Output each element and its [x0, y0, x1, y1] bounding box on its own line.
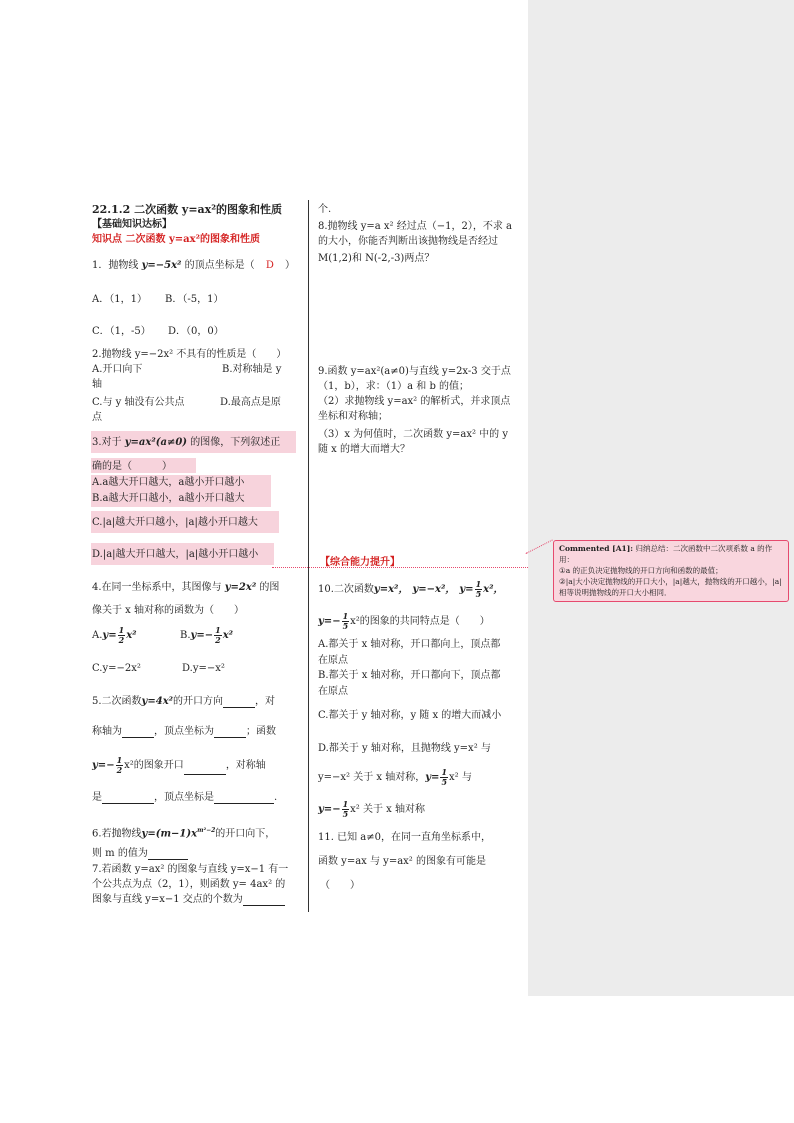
q1-option-a: A．（1，1） — [92, 294, 147, 305]
q2-option-a: A.开口向下 — [92, 364, 143, 375]
q10-option-b: B.都关于 x 轴对称，开口都向下，顶点都 — [318, 670, 501, 681]
question-6: 6.若抛物线$y=(m-1)x^{m^2-2}$的开口向下， — [92, 827, 276, 840]
q2-option-b-cont: 轴 — [92, 379, 102, 390]
q2-option-d-cont: 点 — [92, 412, 102, 423]
comment-author: Commented [A1]: — [559, 544, 634, 553]
question-5-line4: 是 ，顶点坐标是 . — [92, 792, 278, 803]
formula: y=ax²(a≠0) — [124, 437, 188, 448]
answer-blank[interactable] — [223, 697, 255, 708]
q7-continuation: 个. — [318, 204, 332, 215]
q10-option-d-line2: y=−x² 关于 x 轴对称，y= $\frac{1}{5}$ x² 与 — [318, 767, 472, 787]
q3-option-a: A.a越大开口越大，a越小开口越小 — [92, 477, 245, 488]
question-4-cont: 像关于 x 轴对称的函数为（ ） — [92, 605, 244, 616]
q4-option-c: C.y=−2x² — [92, 663, 141, 674]
answer-blank[interactable] — [184, 764, 226, 775]
question-9-line6: 随 x 的增大而增大？ — [318, 444, 410, 455]
q3-option-d: D.|a|越大开口越大，|a|越小开口越小 — [92, 549, 259, 560]
question-11-line2: 函数 y=ax 与 y=ax² 的图象有可能是 — [318, 856, 486, 867]
answer-blank[interactable] — [148, 849, 188, 860]
column-divider — [308, 200, 309, 912]
question-2: 2.抛物线 y=−2x² 不具有的性质是（ ） — [92, 349, 287, 360]
q10-option-d-line3: y=− $\frac{1}{5}$ x² 关于 x 轴对称 — [318, 799, 425, 819]
comment-text: 归纳总结：二次函数中二次项系数 a 的作用： — [559, 544, 773, 564]
question-10: 10.二次函数y=x²， y=−x²， y= $\frac{1}{5}$ x²， — [318, 579, 504, 599]
question-11: 11. 已知 a≠0，在同一直角坐标系中， — [318, 832, 491, 843]
section-heading-2: 【综合能力提升】 — [320, 557, 400, 568]
q10-option-a-cont: 在原点 — [318, 655, 348, 666]
question-7-line3: 图象与直线 y=x−1 交点的个数为 — [92, 894, 285, 906]
section-heading: 【基础知识达标】 — [92, 219, 172, 230]
question-6-line2: 则 m 的值为 — [92, 848, 188, 860]
q2-option-b: B.对称轴是 y — [222, 364, 282, 375]
q10-option-d: D.都关于 y 轴对称，且抛物线 y=x² 与 — [318, 743, 491, 754]
question-11-line3: （ ） — [320, 880, 360, 891]
q10-option-c: C.都关于 y 轴对称，y 随 x 的增大而减小 — [318, 710, 502, 721]
answer-blank[interactable] — [243, 895, 285, 906]
q1-option-b: B．（-5，1） — [165, 294, 224, 305]
question-7-line2: 个公共点为点（2，1），则函数 y= 4ax² 的 — [92, 879, 286, 890]
formula: y=2x² — [224, 582, 257, 593]
question-9-line3: （2）求抛物线 y=ax² 的解析式，并求顶点 — [318, 396, 511, 407]
question-10-line2: y=− $\frac{1}{5}$ x²的图象的共同特点是（ ） — [318, 611, 490, 631]
q4-option-a: A.y= $\frac{1}{2}$ x² — [92, 625, 137, 645]
question-8: 8.抛物线 y=a x² 经过点（−1，2），不求 a — [318, 221, 512, 232]
q3-option-b: B.a越大开口越小，a越小开口越大 — [92, 493, 245, 504]
comment-text: ①a 的正负决定抛物线的开口方向和函数的最值； — [559, 566, 723, 575]
question-4: 4.在同一坐标系中，其图像与 y=2x² 的图 — [92, 582, 280, 593]
comments-pane — [528, 0, 794, 996]
formula: y=−5x² — [141, 260, 182, 271]
question-3-cont: 确的是（ ） — [92, 461, 172, 472]
question-5-line2: 称轴为 ，顶点坐标为 ；函数 — [92, 726, 276, 737]
question-1: 1．抛物线 y=−5x² 的顶点坐标是（ D ） — [92, 260, 296, 271]
comment-text: ②|a|大小决定抛物线的开口大小，|a|越大，抛物线的开口越小，|a|相等说明抛物线的开口大小相同． — [559, 577, 782, 597]
answer-blank[interactable] — [102, 793, 154, 804]
answer-blank[interactable] — [214, 793, 274, 804]
question-5-line3: y=− $\frac{1}{2}$ x²的图象开口 ，对称轴 — [92, 755, 266, 775]
q2-option-c: C.与 y 轴没有公共点 — [92, 397, 185, 408]
q2-option-d: D.最高点是原 — [220, 397, 281, 408]
question-9-line5: （3）x 为何值时，二次函数 y=ax² 中的 y — [318, 429, 509, 440]
comment-connector — [272, 567, 528, 569]
question-8-line3: M(1,2)和 N(-2,-3)两点？ — [318, 253, 435, 264]
q3-option-c: C.|a|越大开口越小，|a|越小开口越大 — [92, 517, 258, 528]
question-9-line2: （1，b），求：（1）a 和 b 的值； — [318, 381, 470, 392]
answer-blank[interactable] — [122, 727, 154, 738]
answer: D — [265, 260, 274, 271]
topic-heading: 知识点 二次函数 y=ax²的图象和性质 — [92, 234, 260, 245]
page-title: 22.1.2 二次函数 y=ax²的图象和性质 — [92, 203, 283, 216]
question-7: 7.若函数 y=ax² 的图象与直线 y=x−1 有一 — [92, 864, 289, 875]
comment-balloon[interactable] — [553, 540, 789, 602]
q1-option-d: D．（0，0） — [168, 326, 224, 337]
answer-blank[interactable] — [214, 727, 246, 738]
q10-option-b-cont: 在原点 — [318, 686, 348, 697]
question-9: 9.函数 y=ax²(a≠0)与直线 y=2x-3 交于点 — [318, 366, 511, 377]
q4-option-d: D.y=−x² — [182, 663, 225, 674]
q10-option-a: A.都关于 x 轴对称，开口都向上，顶点都 — [318, 639, 501, 650]
q1-option-c: C．（1，-5） — [92, 326, 151, 337]
question-3: 3.对于 y=ax²(a≠0) 的图像，下列叙述正 — [92, 437, 281, 448]
question-8-line2: 的大小，你能否判断出该抛物线是否经过 — [318, 236, 498, 247]
question-9-line4: 坐标和对称轴； — [318, 411, 388, 422]
question-5: 5.二次函数y=4x²的开口方向 ，对 — [92, 696, 276, 707]
q4-option-b: B.y=− $\frac{1}{2}$ x² — [180, 625, 234, 645]
